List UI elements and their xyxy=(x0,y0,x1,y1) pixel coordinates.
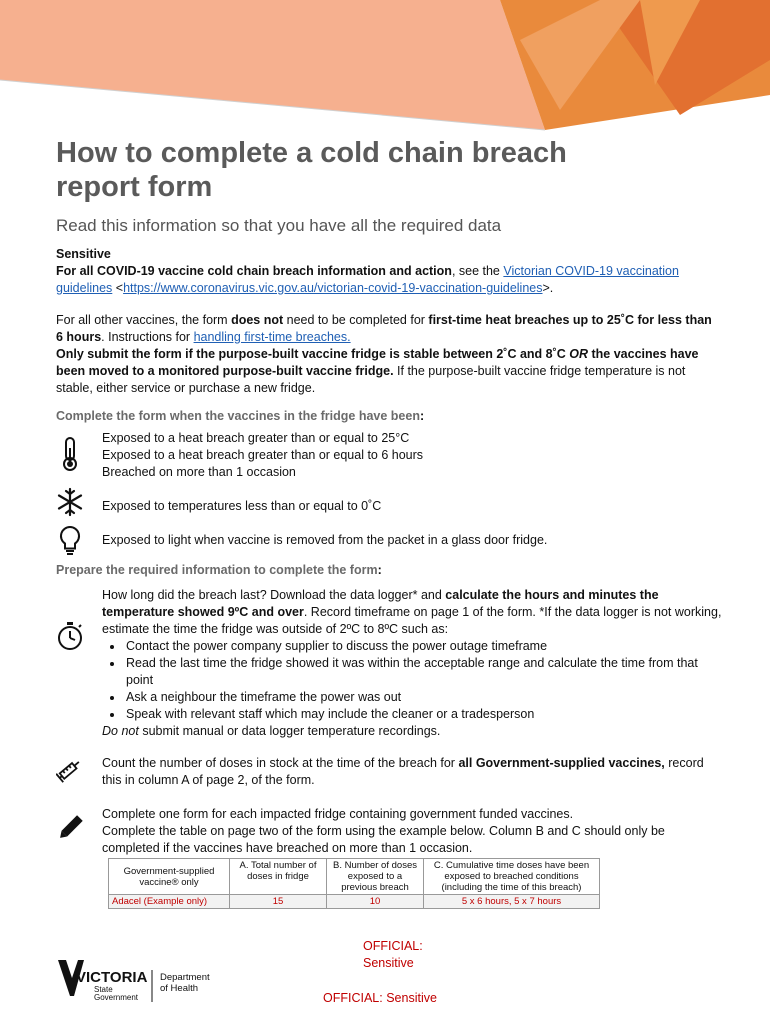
syringe-icon xyxy=(56,752,84,788)
table-cell: 15 xyxy=(230,895,327,909)
heat-line-3: Breached on more than 1 occasion xyxy=(102,465,296,479)
list-item: • Read the last time the fridge showed it was within the acceptable range and calculate the time from that point xyxy=(124,655,722,689)
table-header-row xyxy=(109,859,600,895)
table-header: A. Total number of doses in fridge xyxy=(230,859,327,895)
list-item: • Contact the power company supplier to discuss the power outage timeframe xyxy=(124,638,722,655)
url-close: >. xyxy=(542,281,554,295)
p2-bold-2: first-time heat breaches up to 25˚C for less than 6 hours xyxy=(56,313,712,344)
victoria-wordmark: VICTORIA xyxy=(76,969,148,986)
other-vaccines-paragraph xyxy=(56,312,716,397)
list-item: • Speak with relevant staff which may include the cleaner or a tradesperson xyxy=(124,706,722,723)
snowflake-icon xyxy=(56,486,84,522)
timeframe-bullet-list xyxy=(102,638,722,723)
complete-line-1: Complete one form for each impacted fridge containing government funded vaccines. xyxy=(102,807,574,821)
section-complete-heading xyxy=(56,409,424,423)
covid-mid-text: , see the xyxy=(451,264,504,278)
victoria-health-logo xyxy=(56,958,236,1008)
intro-block xyxy=(56,246,716,297)
section2-heading-text: Prepare the required information to complete the form xyxy=(56,563,378,577)
p2-text-4: If the purpose-built vaccine fridge temperature is not stable, either service or purchase a new fridge. xyxy=(56,364,686,395)
count-bold: all Government-supplied vaccines, xyxy=(458,756,665,770)
complete-line-2: Complete the table on page two of the form using the example below. Column B and C should only be completed if the vaccines have breached on more than 1 occasion. xyxy=(102,824,665,855)
timer-text-1: How long did the breach last? Download the data logger* and xyxy=(102,588,446,602)
p2-bold-1: does not xyxy=(231,313,284,327)
heat-line-2: Exposed to a heat breach greater than or equal to 6 hours xyxy=(102,448,424,462)
covid-guidelines-link[interactable]: Victorian COVID-19 vaccination guidelines xyxy=(56,264,679,295)
example-table xyxy=(108,858,600,909)
header-banner xyxy=(0,0,770,140)
page-subtitle: Read this information so that you have all the required data xyxy=(56,216,502,235)
timer-bold: calculate the hours and minutes the temperature showed 9ºC and over xyxy=(102,588,659,619)
table-header: Government-supplied vaccine® only xyxy=(109,859,230,895)
covid-guidelines-url[interactable]: https://www.coronavirus.vic.gov.au/victorian-covid-19-vaccination-guidelines xyxy=(123,281,543,295)
p2-text-2: need to be completed for xyxy=(283,313,429,327)
count-text-1: Count the number of doses in stock at the time of the breach for xyxy=(102,756,459,770)
lightbulb-icon xyxy=(56,524,84,560)
count-text-2: record this in column A of page 2, of the form. xyxy=(102,756,704,787)
heat-line-1: Exposed to a heat breach greater than or equal to 25°C xyxy=(102,431,410,445)
covid-bold-text: For all COVID-19 vaccine cold chain breach information and action xyxy=(56,264,452,278)
of-health-text: of Health xyxy=(160,983,199,994)
department-text: Department xyxy=(160,972,210,983)
section-prepare-heading xyxy=(56,563,382,577)
official-sensitive-footer: OFFICIAL: Sensitive xyxy=(323,991,437,1005)
breach-duration-block xyxy=(102,587,722,740)
table-header: C. Cumulative time doses have been exposed to breached conditions (including the time of this breach) xyxy=(424,859,600,895)
state-text: State xyxy=(94,985,113,994)
timer-text-3: submit manual or data logger temperature recordings. xyxy=(138,724,441,738)
p2-text-3: . Instructions for xyxy=(101,330,194,344)
section1-heading-text: Complete the form when the vaccines in the fridge have been xyxy=(56,409,420,423)
url-open: < xyxy=(112,281,124,295)
p2-text-1: For all other vaccines, the form xyxy=(56,313,232,327)
table-cell: 5 x 6 hours, 5 x 7 hours xyxy=(424,895,600,909)
p2-bold-3: Only submit the form if the purpose-built vaccine fridge is stable between 2˚C and 8˚C xyxy=(56,347,570,361)
timer-text-2: . Record timeframe on page 1 of the form. *If the data logger is not working, estimate the time the fridge was outside of 2ºC to 8ºC such as: xyxy=(102,605,722,636)
page-title: How to complete a cold chain breach report form xyxy=(56,137,567,203)
table-row xyxy=(109,895,600,909)
table-cell: Adacel (Example only) xyxy=(109,895,230,909)
list-item: • Ask a neighbour the timeframe the power was out xyxy=(124,689,722,706)
thermometer-icon xyxy=(56,436,84,472)
table-cell: 10 xyxy=(327,895,424,909)
complete-form-block xyxy=(102,806,722,857)
p2-bold-4: the vaccines have been moved to a monitored purpose-built vaccine fridge. xyxy=(56,347,699,378)
stopwatch-icon xyxy=(56,618,84,654)
first-time-breach-link[interactable]: handling first-time breaches. xyxy=(193,330,351,344)
sensitive-label: Sensitive xyxy=(56,247,111,261)
light-line: Exposed to light when vaccine is removed from the packet in a glass door fridge. xyxy=(102,533,548,547)
cold-line: Exposed to temperatures less than or equal to 0˚C xyxy=(102,499,382,513)
dose-count-block xyxy=(102,755,722,789)
section1-colon: : xyxy=(419,409,425,423)
do-not-italic: Do not xyxy=(102,724,139,738)
official-sensitive-label: OFFICIAL: Sensitive xyxy=(363,939,423,970)
pencil-icon xyxy=(56,810,84,846)
section2-colon: : xyxy=(377,563,382,577)
government-text: Government xyxy=(94,993,139,1002)
table-header: B. Number of doses exposed to a previous breach xyxy=(327,859,424,895)
heat-breach-list xyxy=(102,430,722,481)
p2-or: OR xyxy=(569,347,589,361)
